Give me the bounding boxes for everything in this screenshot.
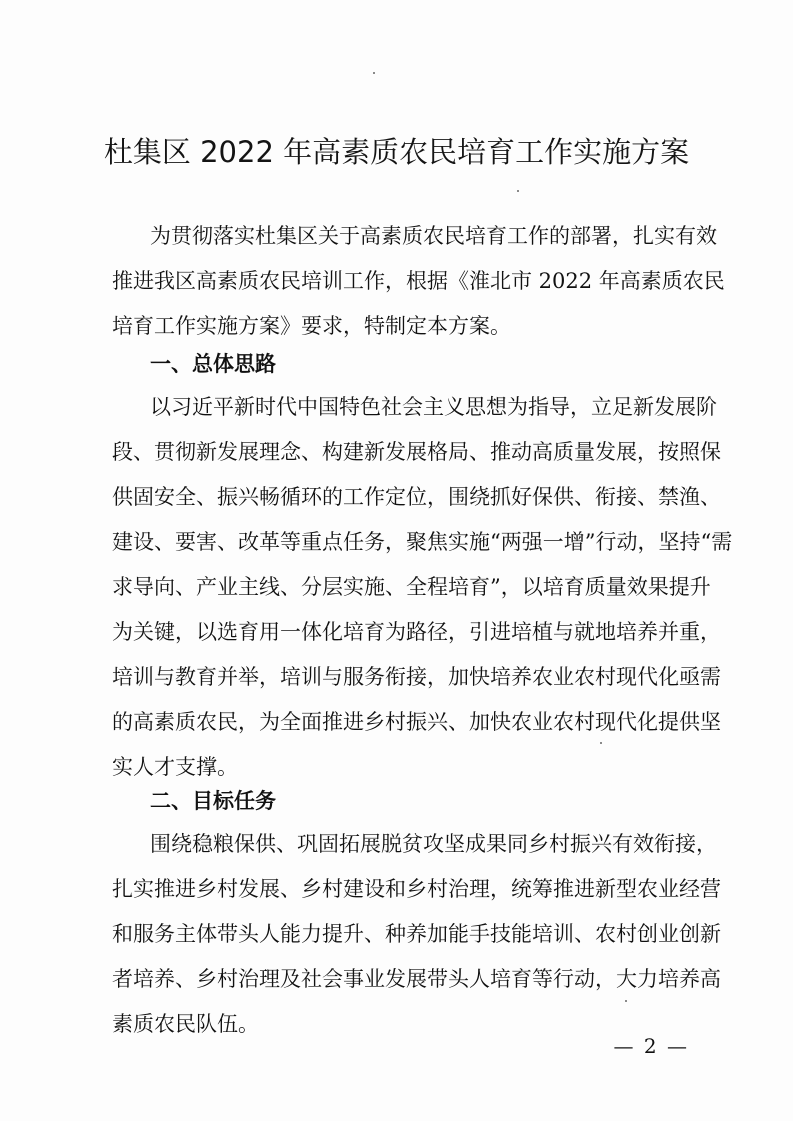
paragraph-line: 为关键，以选育用一体化培育为路径，引进培植与就地培养并重，: [112, 620, 721, 644]
scan-speck: [373, 72, 375, 74]
page-number: — 2 —: [613, 1034, 689, 1058]
paragraph-line: 推进我区高素质农民培训工作，根据《淮北市 2022 年高素质农民: [112, 269, 725, 293]
paragraph-line: 实人才支撑。: [112, 755, 238, 779]
paragraph-line: 求导向、产业主线、分层实施、全程培育”，以培育质量效果提升: [112, 575, 711, 599]
scan-speck: [600, 742, 602, 744]
paragraph-line: 段、贯彻新发展理念、构建新发展格局、推动高质量发展，按照保: [112, 440, 721, 464]
paragraph-line: 的高素质农民，为全面推进乡村振兴、加快农业农村现代化提供坚: [112, 710, 721, 734]
paragraph-line: 培育工作实施方案》要求，特制定本方案。: [112, 314, 511, 338]
paragraph-line: 以习近平新时代中国特色社会主义思想为指导，立足新发展阶: [150, 395, 717, 419]
scan-speck: [517, 190, 519, 192]
scan-speck: [625, 1000, 627, 1002]
paragraph-line: 者培养、乡村治理及社会事业发展带头人培育等行动，大力培养高: [112, 967, 721, 991]
paragraph-line: 供固安全、振兴畅循环的工作定位，围绕抓好保供、衔接、禁渔、: [112, 485, 721, 509]
section-heading-goals-tasks: 二、目标任务: [150, 789, 276, 813]
paragraph-line: 扎实推进乡村发展、乡村建设和乡村治理，统筹推进新型农业经营: [112, 877, 721, 901]
paragraph-line: 培训与教育并举，培训与服务衔接，加快培养农业农村现代化亟需: [112, 665, 721, 689]
paragraph-line: 素质农民队伍。: [112, 1012, 259, 1036]
paragraph-line: 建设、要害、改革等重点任务，聚焦实施“两强一增”行动，坚持“需: [112, 530, 733, 554]
paragraph-line: 围绕稳粮保供、巩固拓展脱贫攻坚成果同乡村振兴有效衔接，: [150, 832, 717, 856]
paragraph-line: 和服务主体带头人能力提升、种养加能手技能培训、农村创业创新: [112, 922, 721, 946]
section-heading-overall-approach: 一、总体思路: [150, 352, 276, 376]
paragraph-line: 为贯彻落实杜集区关于高素质农民培育工作的部署，扎实有效: [150, 224, 717, 248]
document-title: 杜集区 2022 年高素质农民培育工作实施方案: [103, 135, 690, 169]
